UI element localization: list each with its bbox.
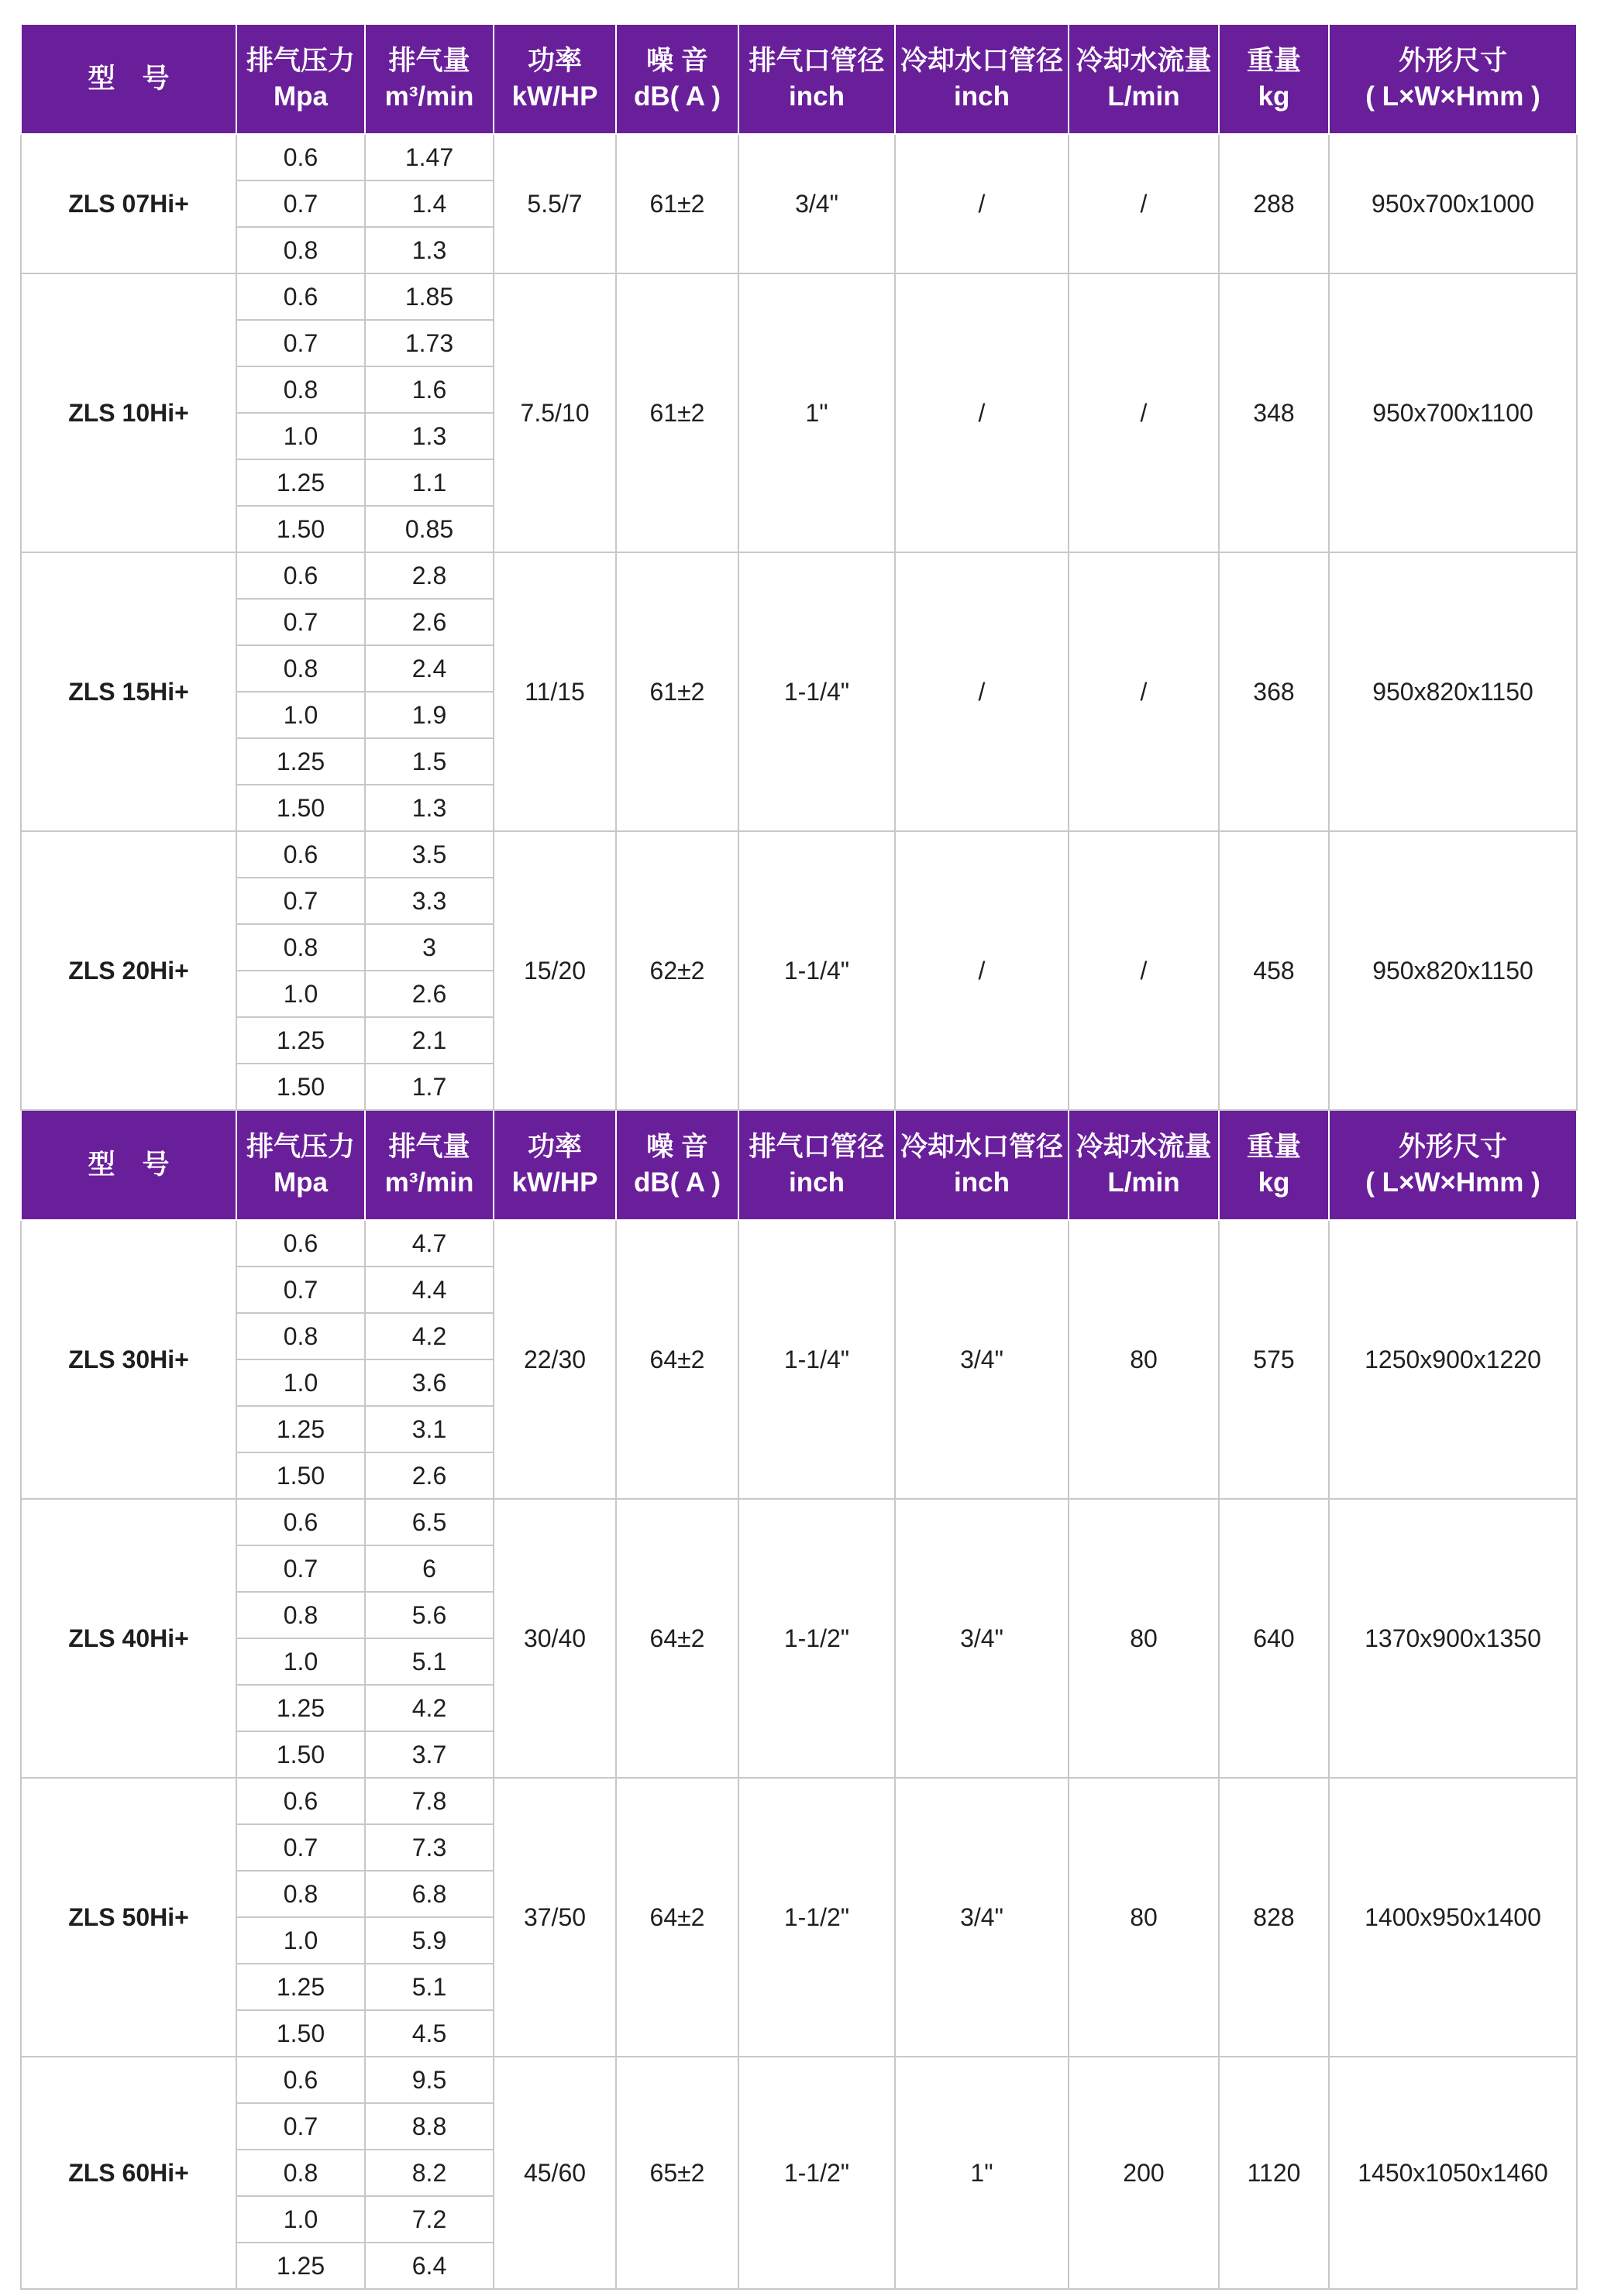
flow-cell: 7.2 bbox=[365, 2196, 494, 2243]
dimensions-cell: 950x820x1150 bbox=[1329, 831, 1577, 1110]
weight-cell: 348 bbox=[1219, 273, 1329, 552]
column-header-unit: kW/HP bbox=[511, 1167, 598, 1198]
pressure-cell: 1.0 bbox=[236, 413, 365, 459]
pressure-cell: 1.50 bbox=[236, 2010, 365, 2057]
column-header bbox=[21, 1110, 236, 1220]
column-header-unit: kg bbox=[1258, 1167, 1290, 1198]
pressure-cell: 1.0 bbox=[236, 2196, 365, 2243]
column-header-unit: m³/min bbox=[384, 81, 474, 112]
column-header-title: 外形尺寸 bbox=[1398, 46, 1507, 76]
flow-cell: 3.1 bbox=[365, 1406, 494, 1452]
pressure-cell: 0.6 bbox=[236, 1778, 365, 1824]
noise-cell: 61±2 bbox=[616, 134, 738, 273]
column-header bbox=[738, 1110, 895, 1220]
dimensions-cell: 1450x1050x1460 bbox=[1329, 2057, 1577, 2289]
cooling-flow-cell: / bbox=[1069, 273, 1219, 552]
column-header-unit: inch bbox=[954, 81, 1010, 112]
flow-cell: 1.3 bbox=[365, 227, 494, 273]
column-header-unit: inch bbox=[789, 1167, 845, 1198]
flow-cell: 1.4 bbox=[365, 180, 494, 227]
weight-cell: 368 bbox=[1219, 552, 1329, 831]
pressure-cell: 0.8 bbox=[236, 924, 365, 971]
flow-cell: 5.9 bbox=[365, 1917, 494, 1964]
column-header-title: 重量 bbox=[1246, 46, 1301, 76]
flow-cell: 9.5 bbox=[365, 2057, 494, 2103]
pressure-cell: 0.7 bbox=[236, 180, 365, 227]
column-header-unit: L/min bbox=[1107, 1167, 1180, 1198]
noise-cell: 64±2 bbox=[616, 1778, 738, 2057]
model-name: ZLS 60Hi+ bbox=[21, 2057, 236, 2289]
cooling-pipe-cell: 3/4" bbox=[895, 1220, 1069, 1499]
pressure-cell: 1.50 bbox=[236, 785, 365, 831]
flow-cell: 2.1 bbox=[365, 1017, 494, 1064]
flow-cell: 1.9 bbox=[365, 692, 494, 738]
pressure-cell: 0.6 bbox=[236, 273, 365, 320]
column-header-unit: Mpa bbox=[274, 1167, 328, 1198]
column-header bbox=[21, 24, 236, 134]
column-header bbox=[236, 24, 365, 134]
pressure-cell: 1.50 bbox=[236, 1731, 365, 1778]
weight-cell: 1120 bbox=[1219, 2057, 1329, 2289]
pressure-cell: 1.25 bbox=[236, 459, 365, 506]
column-header bbox=[738, 24, 895, 134]
column-header-title: 型 号 bbox=[88, 1150, 170, 1180]
pressure-cell: 0.8 bbox=[236, 1871, 365, 1917]
flow-cell: 3.7 bbox=[365, 1731, 494, 1778]
flow-cell: 1.73 bbox=[365, 320, 494, 366]
outlet-pipe-cell: 1-1/2" bbox=[738, 1499, 895, 1778]
pressure-cell: 0.7 bbox=[236, 599, 365, 645]
weight-cell: 575 bbox=[1219, 1220, 1329, 1499]
column-header-unit: L/min bbox=[1107, 81, 1180, 112]
column-header-unit: ( L×W×Hmm ) bbox=[1365, 1167, 1540, 1198]
column-header-unit: m³/min bbox=[384, 1167, 474, 1198]
flow-cell: 4.2 bbox=[365, 1313, 494, 1359]
flow-cell: 1.6 bbox=[365, 366, 494, 413]
table-row bbox=[21, 1499, 1577, 1545]
flow-cell: 1.47 bbox=[365, 134, 494, 180]
flow-cell: 6 bbox=[365, 1545, 494, 1592]
pressure-cell: 0.8 bbox=[236, 366, 365, 413]
model-name: ZLS 30Hi+ bbox=[21, 1220, 236, 1499]
outlet-pipe-cell: 3/4" bbox=[738, 134, 895, 273]
flow-cell: 2.8 bbox=[365, 552, 494, 599]
table-row bbox=[21, 273, 1577, 320]
noise-cell: 62±2 bbox=[616, 831, 738, 1110]
table-row bbox=[21, 2057, 1577, 2103]
column-header-unit: inch bbox=[789, 81, 845, 112]
pressure-cell: 0.8 bbox=[236, 2150, 365, 2196]
column-header bbox=[1329, 1110, 1577, 1220]
dimensions-cell: 1370x900x1350 bbox=[1329, 1499, 1577, 1778]
table-row bbox=[21, 1778, 1577, 1824]
flow-cell: 1.1 bbox=[365, 459, 494, 506]
pressure-cell: 0.7 bbox=[236, 1267, 365, 1313]
flow-cell: 5.6 bbox=[365, 1592, 494, 1638]
power-cell: 22/30 bbox=[494, 1220, 616, 1499]
column-header bbox=[1219, 1110, 1329, 1220]
pressure-cell: 1.25 bbox=[236, 2243, 365, 2289]
cooling-pipe-cell: 3/4" bbox=[895, 1778, 1069, 2057]
weight-cell: 828 bbox=[1219, 1778, 1329, 2057]
pressure-cell: 1.0 bbox=[236, 1638, 365, 1685]
noise-cell: 65±2 bbox=[616, 2057, 738, 2289]
spec-table-body bbox=[21, 24, 1577, 2289]
cooling-pipe-cell: 1" bbox=[895, 2057, 1069, 2289]
cooling-flow-cell: / bbox=[1069, 552, 1219, 831]
flow-cell: 2.6 bbox=[365, 599, 494, 645]
flow-cell: 4.7 bbox=[365, 1220, 494, 1267]
model-name: ZLS 15Hi+ bbox=[21, 552, 236, 831]
flow-cell: 3 bbox=[365, 924, 494, 971]
weight-cell: 458 bbox=[1219, 831, 1329, 1110]
pressure-cell: 0.6 bbox=[236, 1220, 365, 1267]
pressure-cell: 0.7 bbox=[236, 878, 365, 924]
column-header-title: 排气口管径 bbox=[749, 1132, 885, 1162]
pressure-cell: 1.0 bbox=[236, 971, 365, 1017]
power-cell: 5.5/7 bbox=[494, 134, 616, 273]
power-cell: 45/60 bbox=[494, 2057, 616, 2289]
header-row bbox=[21, 24, 1577, 134]
dimensions-cell: 950x820x1150 bbox=[1329, 552, 1577, 831]
column-header-unit: dB( A ) bbox=[633, 1167, 721, 1198]
cooling-pipe-cell: 3/4" bbox=[895, 1499, 1069, 1778]
flow-cell: 6.4 bbox=[365, 2243, 494, 2289]
cooling-flow-cell: 80 bbox=[1069, 1778, 1219, 2057]
model-name: ZLS 50Hi+ bbox=[21, 1778, 236, 2057]
table-row bbox=[21, 552, 1577, 599]
power-cell: 7.5/10 bbox=[494, 273, 616, 552]
flow-cell: 2.6 bbox=[365, 1452, 494, 1499]
cooling-flow-cell: 200 bbox=[1069, 2057, 1219, 2289]
noise-cell: 61±2 bbox=[616, 552, 738, 831]
column-header bbox=[616, 1110, 738, 1220]
column-header bbox=[236, 1110, 365, 1220]
weight-cell: 640 bbox=[1219, 1499, 1329, 1778]
column-header-title: 功率 bbox=[527, 46, 582, 76]
pressure-cell: 1.50 bbox=[236, 506, 365, 552]
flow-cell: 3.5 bbox=[365, 831, 494, 878]
cooling-flow-cell: 80 bbox=[1069, 1220, 1219, 1499]
flow-cell: 4.5 bbox=[365, 2010, 494, 2057]
pressure-cell: 1.25 bbox=[236, 1017, 365, 1064]
column-header-unit: kW/HP bbox=[511, 81, 598, 112]
pressure-cell: 0.7 bbox=[236, 2103, 365, 2150]
column-header-title: 冷却水流量 bbox=[1076, 46, 1212, 76]
model-name: ZLS 40Hi+ bbox=[21, 1499, 236, 1778]
pressure-cell: 0.8 bbox=[236, 227, 365, 273]
model-name: ZLS 10Hi+ bbox=[21, 273, 236, 552]
column-header-title: 冷却水口管径 bbox=[900, 1132, 1063, 1162]
cooling-pipe-cell: / bbox=[895, 134, 1069, 273]
dimensions-cell: 950x700x1000 bbox=[1329, 134, 1577, 273]
column-header-title: 功率 bbox=[527, 1132, 582, 1162]
column-header bbox=[1219, 24, 1329, 134]
dimensions-cell: 1250x900x1220 bbox=[1329, 1220, 1577, 1499]
flow-cell: 6.5 bbox=[365, 1499, 494, 1545]
column-header-title: 排气压力 bbox=[246, 46, 355, 76]
pressure-cell: 1.25 bbox=[236, 1964, 365, 2010]
model-name: ZLS 20Hi+ bbox=[21, 831, 236, 1110]
outlet-pipe-cell: 1" bbox=[738, 273, 895, 552]
column-header-title: 排气量 bbox=[388, 1132, 470, 1162]
table-row bbox=[21, 134, 1577, 180]
cooling-flow-cell: 80 bbox=[1069, 1499, 1219, 1778]
pressure-cell: 0.8 bbox=[236, 1313, 365, 1359]
flow-cell: 4.2 bbox=[365, 1685, 494, 1731]
flow-cell: 2.6 bbox=[365, 971, 494, 1017]
outlet-pipe-cell: 1-1/2" bbox=[738, 2057, 895, 2289]
cooling-pipe-cell: / bbox=[895, 273, 1069, 552]
header-row bbox=[21, 1110, 1577, 1220]
power-cell: 15/20 bbox=[494, 831, 616, 1110]
flow-cell: 3.6 bbox=[365, 1359, 494, 1406]
column-header-unit: kg bbox=[1258, 81, 1290, 112]
noise-cell: 64±2 bbox=[616, 1499, 738, 1778]
pressure-cell: 1.25 bbox=[236, 738, 365, 785]
column-header-unit: inch bbox=[954, 1167, 1010, 1198]
column-header bbox=[494, 1110, 616, 1220]
column-header bbox=[1069, 1110, 1219, 1220]
flow-cell: 1.7 bbox=[365, 1064, 494, 1110]
pressure-cell: 1.0 bbox=[236, 692, 365, 738]
flow-cell: 1.5 bbox=[365, 738, 494, 785]
column-header-unit: ( L×W×Hmm ) bbox=[1365, 81, 1540, 112]
pressure-cell: 0.6 bbox=[236, 1499, 365, 1545]
flow-cell: 7.3 bbox=[365, 1824, 494, 1871]
column-header-title: 排气量 bbox=[388, 46, 470, 76]
column-header-title: 外形尺寸 bbox=[1398, 1132, 1507, 1162]
flow-cell: 8.2 bbox=[365, 2150, 494, 2196]
dimensions-cell: 950x700x1100 bbox=[1329, 273, 1577, 552]
pressure-cell: 1.25 bbox=[236, 1406, 365, 1452]
table-row bbox=[21, 831, 1577, 878]
pressure-cell: 0.8 bbox=[236, 1592, 365, 1638]
power-cell: 30/40 bbox=[494, 1499, 616, 1778]
pressure-cell: 0.6 bbox=[236, 2057, 365, 2103]
outlet-pipe-cell: 1-1/4" bbox=[738, 552, 895, 831]
spec-table bbox=[20, 23, 1578, 2290]
power-cell: 37/50 bbox=[494, 1778, 616, 2057]
flow-cell: 8.8 bbox=[365, 2103, 494, 2150]
noise-cell: 61±2 bbox=[616, 273, 738, 552]
pressure-cell: 0.7 bbox=[236, 1824, 365, 1871]
column-header bbox=[895, 1110, 1069, 1220]
pressure-cell: 0.6 bbox=[236, 552, 365, 599]
flow-cell: 4.4 bbox=[365, 1267, 494, 1313]
flow-cell: 1.85 bbox=[365, 273, 494, 320]
outlet-pipe-cell: 1-1/4" bbox=[738, 1220, 895, 1499]
column-header bbox=[365, 1110, 494, 1220]
column-header-title: 冷却水口管径 bbox=[900, 46, 1063, 76]
column-header bbox=[1069, 24, 1219, 134]
dimensions-cell: 1400x950x1400 bbox=[1329, 1778, 1577, 2057]
noise-cell: 64±2 bbox=[616, 1220, 738, 1499]
column-header bbox=[616, 24, 738, 134]
flow-cell: 6.8 bbox=[365, 1871, 494, 1917]
outlet-pipe-cell: 1-1/4" bbox=[738, 831, 895, 1110]
pressure-cell: 1.25 bbox=[236, 1685, 365, 1731]
column-header-title: 排气口管径 bbox=[749, 46, 885, 76]
pressure-cell: 0.8 bbox=[236, 645, 365, 692]
weight-cell: 288 bbox=[1219, 134, 1329, 273]
pressure-cell: 0.6 bbox=[236, 134, 365, 180]
outlet-pipe-cell: 1-1/2" bbox=[738, 1778, 895, 2057]
column-header-title: 排气压力 bbox=[246, 1132, 355, 1162]
table-row bbox=[21, 1220, 1577, 1267]
flow-cell: 2.4 bbox=[365, 645, 494, 692]
pressure-cell: 1.50 bbox=[236, 1064, 365, 1110]
flow-cell: 1.3 bbox=[365, 413, 494, 459]
column-header-title: 冷却水流量 bbox=[1076, 1132, 1212, 1162]
column-header bbox=[1329, 24, 1577, 134]
cooling-flow-cell: / bbox=[1069, 134, 1219, 273]
flow-cell: 1.3 bbox=[365, 785, 494, 831]
flow-cell: 5.1 bbox=[365, 1964, 494, 2010]
cooling-flow-cell: / bbox=[1069, 831, 1219, 1110]
flow-cell: 5.1 bbox=[365, 1638, 494, 1685]
column-header bbox=[895, 24, 1069, 134]
pressure-cell: 0.7 bbox=[236, 1545, 365, 1592]
pressure-cell: 1.50 bbox=[236, 1452, 365, 1499]
flow-cell: 0.85 bbox=[365, 506, 494, 552]
column-header-title: 重量 bbox=[1246, 1132, 1301, 1162]
column-header-unit: dB( A ) bbox=[633, 81, 721, 112]
flow-cell: 3.3 bbox=[365, 878, 494, 924]
column-header-title: 噪 音 bbox=[646, 1132, 708, 1162]
pressure-cell: 1.0 bbox=[236, 1917, 365, 1964]
model-name: ZLS 07Hi+ bbox=[21, 134, 236, 273]
column-header bbox=[365, 24, 494, 134]
column-header-title: 型 号 bbox=[88, 64, 170, 94]
power-cell: 11/15 bbox=[494, 552, 616, 831]
pressure-cell: 0.7 bbox=[236, 320, 365, 366]
column-header-title: 噪 音 bbox=[646, 46, 708, 76]
flow-cell: 7.8 bbox=[365, 1778, 494, 1824]
pressure-cell: 0.6 bbox=[236, 831, 365, 878]
cooling-pipe-cell: / bbox=[895, 552, 1069, 831]
column-header bbox=[494, 24, 616, 134]
cooling-pipe-cell: / bbox=[895, 831, 1069, 1110]
pressure-cell: 1.0 bbox=[236, 1359, 365, 1406]
column-header-unit: Mpa bbox=[274, 81, 328, 112]
